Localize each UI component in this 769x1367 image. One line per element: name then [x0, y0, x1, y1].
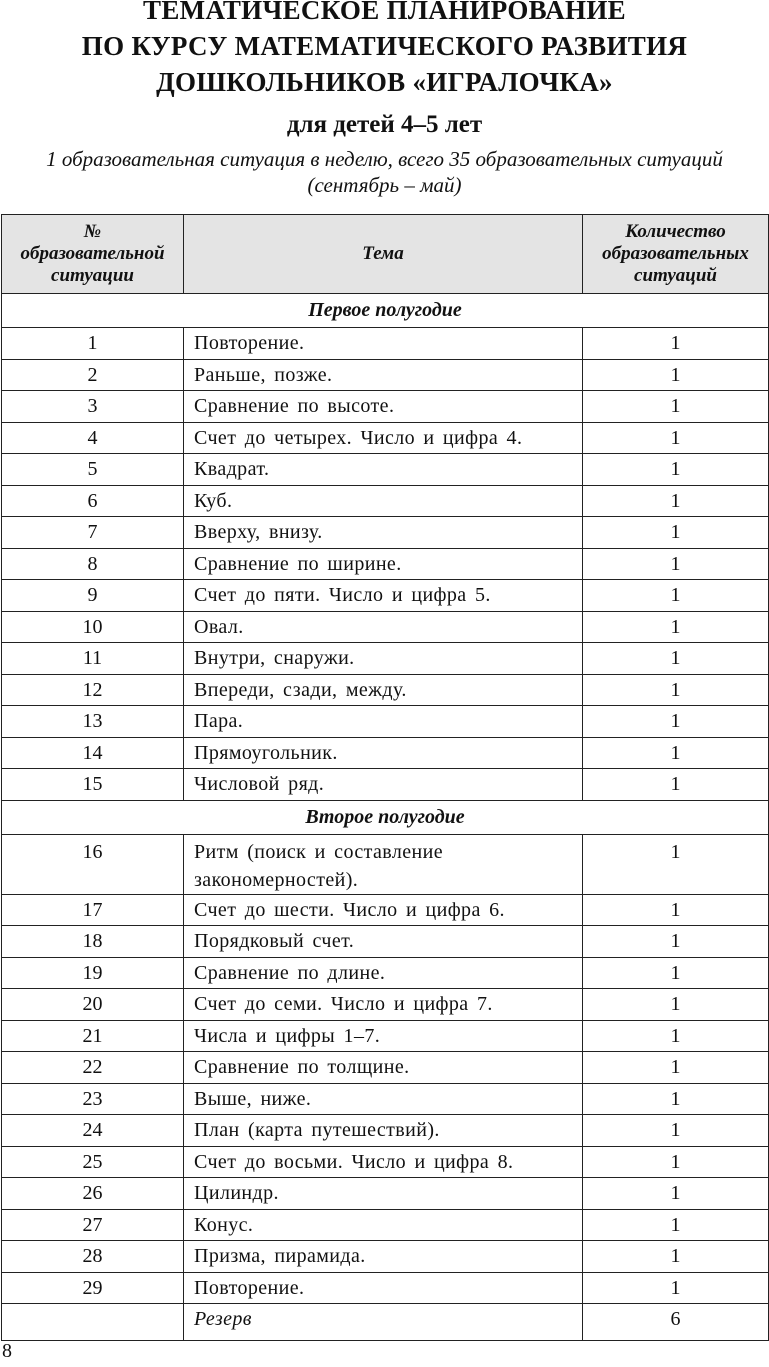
table-row: [2, 1083, 769, 1115]
row-count: 1: [583, 706, 769, 738]
row-number: 3: [2, 391, 184, 423]
section-title: Первое полугодие: [2, 294, 769, 328]
table-row: [2, 1115, 769, 1147]
header-number-line-3: ситуации: [51, 265, 134, 286]
row-count: 1: [583, 454, 769, 486]
header-count: [583, 215, 769, 294]
row-number: 2: [2, 359, 184, 391]
table-row: [2, 454, 769, 486]
row-number: 24: [2, 1115, 184, 1147]
row-topic: Порядковый счет.: [184, 926, 583, 958]
row-number: 12: [2, 674, 184, 706]
row-number: 25: [2, 1146, 184, 1178]
planning-table: [1, 214, 769, 1341]
row-count: 1: [583, 957, 769, 989]
row-topic: Куб.: [184, 485, 583, 517]
row-topic: Счет до восьми. Число и цифра 8.: [184, 1146, 583, 1178]
table-row: [2, 548, 769, 580]
table-row: [2, 957, 769, 989]
row-count: 1: [583, 391, 769, 423]
page-number: 8: [2, 1340, 12, 1362]
row-number: 4: [2, 422, 184, 454]
section-header-row: [2, 800, 769, 834]
row-topic: Счет до пяти. Число и цифра 5.: [184, 580, 583, 612]
row-topic: Повторение.: [184, 1272, 583, 1304]
row-number: 7: [2, 517, 184, 549]
row-count: 1: [583, 1209, 769, 1241]
table-row: [2, 328, 769, 360]
table-row: [2, 1020, 769, 1052]
row-count: 1: [583, 548, 769, 580]
reserve-row: [2, 1304, 769, 1341]
row-number: 22: [2, 1052, 184, 1084]
row-topic: Цилиндр.: [184, 1178, 583, 1210]
row-count: 1: [583, 1083, 769, 1115]
row-number: 18: [2, 926, 184, 958]
row-topic: Сравнение по длине.: [184, 957, 583, 989]
row-count: 1: [583, 1241, 769, 1273]
table-row: [2, 1209, 769, 1241]
row-number: 6: [2, 485, 184, 517]
reserve-number: [2, 1304, 184, 1341]
row-topic: Пара.: [184, 706, 583, 738]
row-topic: Повторение.: [184, 328, 583, 360]
row-count: 1: [583, 1052, 769, 1084]
row-count: 1: [583, 517, 769, 549]
row-number: 10: [2, 611, 184, 643]
note-line-1: 1 образовательная ситуация в неделю, всего 35 образовательных ситуаций: [46, 147, 723, 171]
row-number: 29: [2, 1272, 184, 1304]
table-row: [2, 706, 769, 738]
header-number-line-1: №: [83, 221, 102, 242]
table-row: [2, 769, 769, 801]
row-number: 21: [2, 1020, 184, 1052]
table-row: [2, 517, 769, 549]
row-topic: Сравнение по ширине.: [184, 548, 583, 580]
title-line-1: ТЕМАТИЧЕСКОЕ ПЛАНИРОВАНИЕ: [143, 0, 626, 25]
row-count: 1: [583, 737, 769, 769]
row-number: 5: [2, 454, 184, 486]
row-number: 14: [2, 737, 184, 769]
row-number: 16: [2, 834, 184, 894]
row-number: 17: [2, 894, 184, 926]
table-row: [2, 926, 769, 958]
reserve-topic: Резерв: [184, 1304, 583, 1341]
row-topic: План (карта путешествий).: [184, 1115, 583, 1147]
document-title: [0, 0, 769, 100]
row-topic: Числа и цифры 1–7.: [184, 1020, 583, 1052]
table-body: [2, 294, 769, 1341]
row-number: 28: [2, 1241, 184, 1273]
table-row: [2, 1178, 769, 1210]
table-row: [2, 359, 769, 391]
table-row: [2, 1146, 769, 1178]
row-topic-line: закономерностей).: [194, 868, 359, 891]
title-line-3: ДОШКОЛЬНИКОВ «ИГРАЛОЧКА»: [156, 67, 613, 97]
row-topic: Счет до семи. Число и цифра 7.: [184, 989, 583, 1021]
row-count: 1: [583, 359, 769, 391]
row-topic: Сравнение по толщине.: [184, 1052, 583, 1084]
table-row: [2, 485, 769, 517]
row-count: 1: [583, 1272, 769, 1304]
note-line-2: (сентябрь – май): [307, 173, 462, 197]
row-count: 1: [583, 674, 769, 706]
reserve-count: 6: [583, 1304, 769, 1341]
row-topic: Овал.: [184, 611, 583, 643]
row-count: 1: [583, 328, 769, 360]
row-number: 1: [2, 328, 184, 360]
table-row: [2, 737, 769, 769]
row-topic: Счет до шести. Число и цифра 6.: [184, 894, 583, 926]
row-count: 1: [583, 834, 769, 894]
row-number: 26: [2, 1178, 184, 1210]
row-count: 1: [583, 422, 769, 454]
row-count: 1: [583, 611, 769, 643]
row-number: 13: [2, 706, 184, 738]
schedule-note: [0, 146, 769, 198]
row-count: 1: [583, 1020, 769, 1052]
row-number: 8: [2, 548, 184, 580]
row-topic-line: Ритм (поиск и составление: [194, 840, 444, 863]
row-number: 23: [2, 1083, 184, 1115]
header-count-line-3: ситуаций: [634, 265, 717, 286]
table-row: [2, 834, 769, 894]
row-topic: Числовой ряд.: [184, 769, 583, 801]
header-count-line-2: образовательных: [602, 243, 749, 264]
row-topic: Конус.: [184, 1209, 583, 1241]
table-row: [2, 1241, 769, 1273]
table-row: [2, 643, 769, 675]
row-number: 27: [2, 1209, 184, 1241]
section-title: Второе полугодие: [2, 800, 769, 834]
row-count: 1: [583, 769, 769, 801]
row-count: 1: [583, 989, 769, 1021]
row-topic: Квадрат.: [184, 454, 583, 486]
row-topic: [184, 834, 583, 894]
row-topic: Сравнение по высоте.: [184, 391, 583, 423]
row-topic: Призма, пирамида.: [184, 1241, 583, 1273]
table-row: [2, 1052, 769, 1084]
row-count: 1: [583, 1115, 769, 1147]
header-number: [2, 215, 184, 294]
table-row: [2, 422, 769, 454]
title-line-2: ПО КУРСУ МАТЕМАТИЧЕСКОГО РАЗВИТИЯ: [81, 31, 688, 61]
row-number: 20: [2, 989, 184, 1021]
row-count: 1: [583, 926, 769, 958]
row-count: 1: [583, 894, 769, 926]
table-row: [2, 1272, 769, 1304]
row-number: 15: [2, 769, 184, 801]
table-row: [2, 674, 769, 706]
row-topic: Раньше, позже.: [184, 359, 583, 391]
row-count: 1: [583, 1178, 769, 1210]
row-number: 19: [2, 957, 184, 989]
row-count: 1: [583, 580, 769, 612]
row-number: 9: [2, 580, 184, 612]
row-topic: Впереди, сзади, между.: [184, 674, 583, 706]
header-number-line-2: образовательной: [20, 243, 165, 264]
section-header-row: [2, 294, 769, 328]
row-count: 1: [583, 643, 769, 675]
row-topic: Прямоугольник.: [184, 737, 583, 769]
row-topic: Внутри, снаружи.: [184, 643, 583, 675]
table-row: [2, 391, 769, 423]
header-count-line-1: Количество: [625, 221, 726, 242]
row-topic: Счет до четырех. Число и цифра 4.: [184, 422, 583, 454]
row-count: 1: [583, 1146, 769, 1178]
row-topic: Выше, ниже.: [184, 1083, 583, 1115]
header-topic: Тема: [184, 215, 583, 294]
document-subtitle: для детей 4–5 лет: [286, 111, 483, 138]
table-row: [2, 989, 769, 1021]
row-number: 11: [2, 643, 184, 675]
table-row: [2, 894, 769, 926]
table-header-row: [2, 215, 769, 294]
table-row: [2, 611, 769, 643]
table-row: [2, 580, 769, 612]
row-topic: Вверху, внизу.: [184, 517, 583, 549]
row-count: 1: [583, 485, 769, 517]
